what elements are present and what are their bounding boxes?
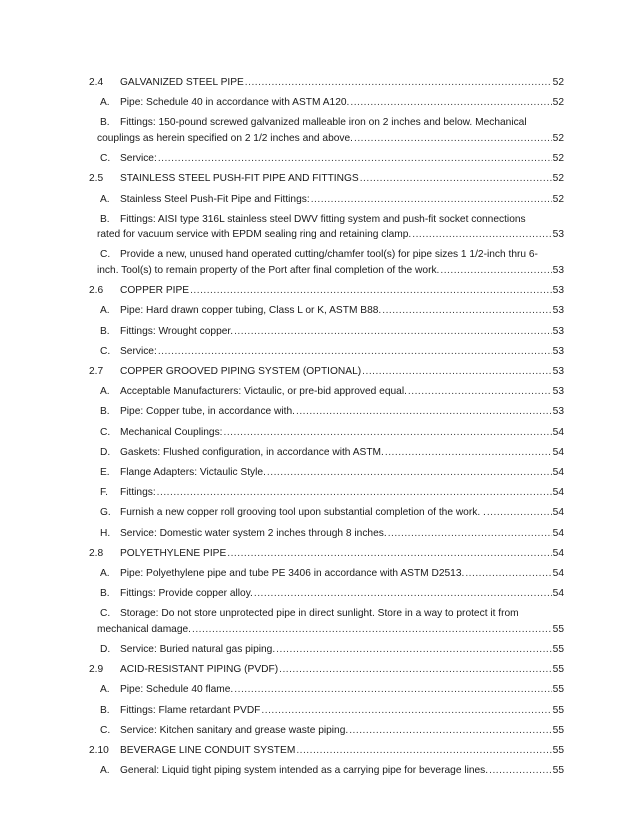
toc-entry-line	[97, 264, 564, 278]
toc-entry-text-first-line: Storage: Do not store unprotected pipe in direct sunlight. Store in a way to protect it from	[120, 608, 519, 620]
toc-page-number: 55	[552, 745, 564, 756]
toc-entry-title: Pipe: Polyethylene pipe and tube PE 3406 in accordance with ASTM D2513.	[120, 567, 465, 579]
dot-leader	[224, 426, 552, 440]
dot-leader	[267, 466, 552, 480]
dot-leader	[158, 345, 552, 359]
toc-entry-number: C.	[100, 608, 111, 620]
toc-entry-number: 2.9	[89, 664, 104, 676]
dot-leader	[190, 284, 552, 298]
dot-leader	[245, 76, 552, 90]
toc-entry-number: F.	[100, 487, 108, 499]
dot-leader	[296, 405, 552, 419]
toc-entry-number: C.	[100, 249, 111, 261]
toc-entry-line	[120, 405, 564, 419]
toc-page-number: 55	[552, 724, 564, 736]
toc-entry-number: E.	[100, 466, 110, 478]
toc-entry-title: Pipe: Hard drawn copper tubing, Class L or K, ASTM B88.	[120, 305, 382, 317]
toc-entry-number: A.	[100, 567, 110, 579]
dot-leader	[311, 193, 552, 207]
toc-entry-line	[120, 365, 564, 379]
toc-entry-line	[120, 284, 564, 298]
toc-page-number: 54	[552, 487, 564, 499]
toc-page-number: 54	[552, 588, 564, 600]
toc-entry-title: ACID-RESISTANT PIPING (PVDF)	[120, 664, 279, 676]
toc-page-number: 54	[552, 426, 564, 438]
dot-leader	[489, 764, 552, 778]
dot-leader	[296, 744, 551, 758]
toc-entry-number: B.	[100, 117, 110, 129]
toc-entry-title: Acceptable Manufacturers: Victaulic, or pre-bid approved equal.	[120, 386, 407, 398]
dot-leader	[350, 96, 551, 110]
toc-page-number: 52	[552, 153, 564, 165]
dot-leader	[234, 683, 551, 697]
toc-entry-number: 2.10	[89, 745, 109, 756]
toc-page-number: 53	[552, 406, 564, 418]
toc-page-number: 52	[552, 173, 564, 185]
dot-leader	[254, 587, 552, 601]
dot-leader	[382, 304, 551, 318]
toc-entry-number: 2.7	[89, 365, 104, 377]
toc-entry-title: inch. Tool(s) to remain property of the Port after final completion of the work.	[97, 264, 440, 276]
toc-entry-title: Pipe: Schedule 40 in accordance with ASTM A120.	[120, 97, 350, 109]
toc-page-number: 53	[552, 305, 564, 317]
dot-leader	[234, 325, 552, 339]
toc-page-number: 54	[552, 507, 564, 519]
toc-entry-line	[120, 385, 564, 399]
toc-page-number: 54	[552, 547, 564, 559]
toc-entry-line	[120, 426, 564, 440]
toc-entry-title: Flange Adapters: Victaulic Style.	[120, 466, 266, 478]
toc-page-number: 55	[552, 765, 564, 777]
toc-page-number: 52	[552, 97, 564, 109]
toc-entry-number: A.	[100, 193, 110, 205]
toc-entry-line	[120, 764, 564, 778]
toc-page-number: 53	[552, 229, 564, 241]
toc-entry-title: Fittings: Provide copper alloy.	[120, 588, 253, 600]
toc-entry-title: Gaskets: Flushed configuration, in accordance with ASTM.	[120, 446, 384, 458]
toc-page-number: 52	[552, 77, 564, 88]
toc-entry-line	[120, 486, 564, 500]
toc-entry-number: C.	[100, 345, 111, 357]
toc-entry-line	[120, 567, 564, 581]
dot-leader	[261, 704, 551, 718]
toc-entry-title: COPPER PIPE	[120, 285, 190, 297]
dot-leader	[349, 724, 551, 738]
toc-page-number: 53	[552, 386, 564, 398]
dot-leader	[158, 152, 552, 166]
toc-entry-title: Service:	[120, 345, 157, 357]
toc-page-number: 52	[552, 132, 564, 144]
toc-entry-number: A.	[100, 765, 110, 777]
toc-entry-line	[120, 663, 564, 677]
toc-entry-title: Furnish a new copper roll grooving tool upon substantial completion of the work. .	[120, 507, 486, 519]
toc-entry-number: D.	[100, 446, 111, 458]
toc-entry-title: General: Liquid tight piping system intended as a carrying pipe for beverage lines.	[120, 765, 489, 777]
toc-entry-line	[120, 587, 564, 601]
toc-entry-line	[120, 527, 564, 541]
dot-leader	[157, 486, 552, 500]
dot-leader	[487, 506, 552, 520]
toc-page-number: 53	[552, 264, 564, 276]
toc-entry-line	[97, 228, 564, 242]
toc-page-number: 53	[552, 365, 564, 377]
toc-entry-title: Service: Domestic water system 2 inches through 8 inches.	[120, 527, 387, 539]
toc-entry-number: H.	[100, 527, 111, 539]
toc-entry-text-first-line: Fittings: 150-pound screwed galvanized malleable iron on 2 inches and below. Mechanical	[120, 117, 527, 129]
toc-entry-title: rated for vacuum service with EPDM sealing ring and retaining clamp.	[97, 229, 412, 241]
toc-page-number: 54	[552, 527, 564, 539]
toc-entry-line	[97, 623, 564, 637]
toc-entry-number: B.	[100, 213, 110, 225]
toc-entry-text-first-line: Provide a new, unused hand operated cutting/chamfer tool(s) for pipe sizes 1 1/2-inch thru 6-	[120, 249, 538, 261]
toc-entry-line	[120, 172, 564, 186]
toc-entry-number: A.	[100, 97, 110, 109]
toc-entry-title: COPPER GROOVED PIPING SYSTEM (OPTIONAL)	[120, 365, 362, 377]
toc-page-number: 52	[552, 193, 564, 205]
toc-page-number: 55	[552, 623, 564, 635]
toc-entry-number: B.	[100, 325, 110, 337]
dot-leader	[360, 172, 552, 186]
toc-page-number: 55	[552, 704, 564, 716]
toc-entry-line	[120, 643, 564, 657]
toc-entry-number: G.	[100, 507, 111, 519]
toc-page-number: 54	[552, 466, 564, 478]
toc-page-number: 55	[552, 664, 564, 676]
toc-entry-line	[120, 506, 564, 520]
toc-entry-number: A.	[100, 386, 110, 398]
dot-leader	[362, 365, 552, 379]
dot-leader	[412, 228, 551, 242]
toc-entry-title: mechanical damage.	[97, 623, 192, 635]
toc-entry-title: Service:	[120, 153, 157, 165]
toc-entry-number: B.	[100, 406, 110, 418]
toc-entry-number: B.	[100, 588, 110, 600]
toc-entry-line	[120, 744, 564, 758]
dot-leader	[465, 567, 551, 581]
toc-entry-number: 2.4	[89, 77, 104, 88]
dot-leader	[385, 446, 552, 460]
toc-entry-number: D.	[100, 644, 111, 655]
toc-entry-line	[97, 132, 564, 146]
toc-entry-line	[120, 683, 564, 697]
toc-entry-line	[120, 304, 564, 318]
toc-page-number: 54	[552, 446, 564, 458]
dot-leader	[354, 132, 552, 146]
dot-leader	[388, 527, 552, 541]
toc-entry-number: C.	[100, 426, 111, 438]
dot-leader	[227, 547, 551, 561]
dot-leader	[408, 385, 552, 399]
toc-entry-line	[120, 446, 564, 460]
toc-entry-number: 2.6	[89, 285, 104, 297]
toc-entry-number: A.	[100, 684, 110, 696]
toc-entry-number: C.	[100, 153, 111, 165]
toc-page-number: 53	[552, 325, 564, 337]
toc-page-number: 53	[552, 285, 564, 297]
toc-entry-title: Service: Buried natural gas piping.	[120, 644, 276, 655]
toc-entry-title: STAINLESS STEEL PUSH-FIT PIPE AND FITTINGS	[120, 173, 359, 185]
toc-entry-number: C.	[100, 724, 111, 736]
toc-entry-line	[120, 547, 564, 561]
toc-page-number: 55	[552, 684, 564, 696]
toc-page-number: 53	[552, 345, 564, 357]
toc-entry-title: Stainless Steel Push-Fit Pipe and Fittings:	[120, 193, 310, 205]
toc-entry-title: Service: Kitchen sanitary and grease waste piping.	[120, 724, 349, 736]
toc-entry-text-first-line: Fittings: AISI type 316L stainless steel DWV fitting system and push-fit socket connections	[120, 213, 526, 225]
toc-entry-title: Pipe: Copper tube, in accordance with.	[120, 406, 295, 418]
toc-entry-line	[120, 152, 564, 166]
dot-leader	[192, 623, 552, 637]
toc-entry-line	[120, 76, 564, 90]
toc-entry-number: B.	[100, 704, 110, 716]
toc-entry-title: GALVANIZED STEEL PIPE	[120, 77, 244, 88]
toc-entry-number: A.	[100, 305, 110, 317]
toc-entry-title: Pipe: Schedule 40 flame.	[120, 684, 234, 696]
toc-entry-line	[120, 704, 564, 718]
toc-entry-title: Fittings: Wrought copper.	[120, 325, 234, 337]
toc-page-number: 55	[552, 644, 564, 655]
toc-entry-number: 2.5	[89, 173, 104, 185]
dot-leader	[276, 643, 551, 657]
toc-entry-title: BEVERAGE LINE CONDUIT SYSTEM	[120, 745, 296, 756]
toc-entry-title: couplings as herein specified on 2 1/2 inches and above.	[97, 132, 353, 144]
toc-entry-line	[120, 466, 564, 480]
dot-leader	[440, 264, 551, 278]
toc-entry-title: Mechanical Couplings:	[120, 426, 223, 438]
dot-leader	[279, 663, 552, 677]
toc-entry-title: Fittings: Flame retardant PVDF	[120, 704, 261, 716]
toc-entry-line	[120, 345, 564, 359]
toc-entry-line	[120, 724, 564, 738]
toc-entry-line	[120, 193, 564, 207]
toc-entry-line	[120, 96, 564, 110]
toc-entry-title: POLYETHYLENE PIPE	[120, 547, 227, 559]
toc-entry-number: 2.8	[89, 547, 104, 559]
toc-entry-line	[120, 325, 564, 339]
toc-entry-title: Fittings:	[120, 487, 156, 499]
toc-page-number: 54	[552, 567, 564, 579]
